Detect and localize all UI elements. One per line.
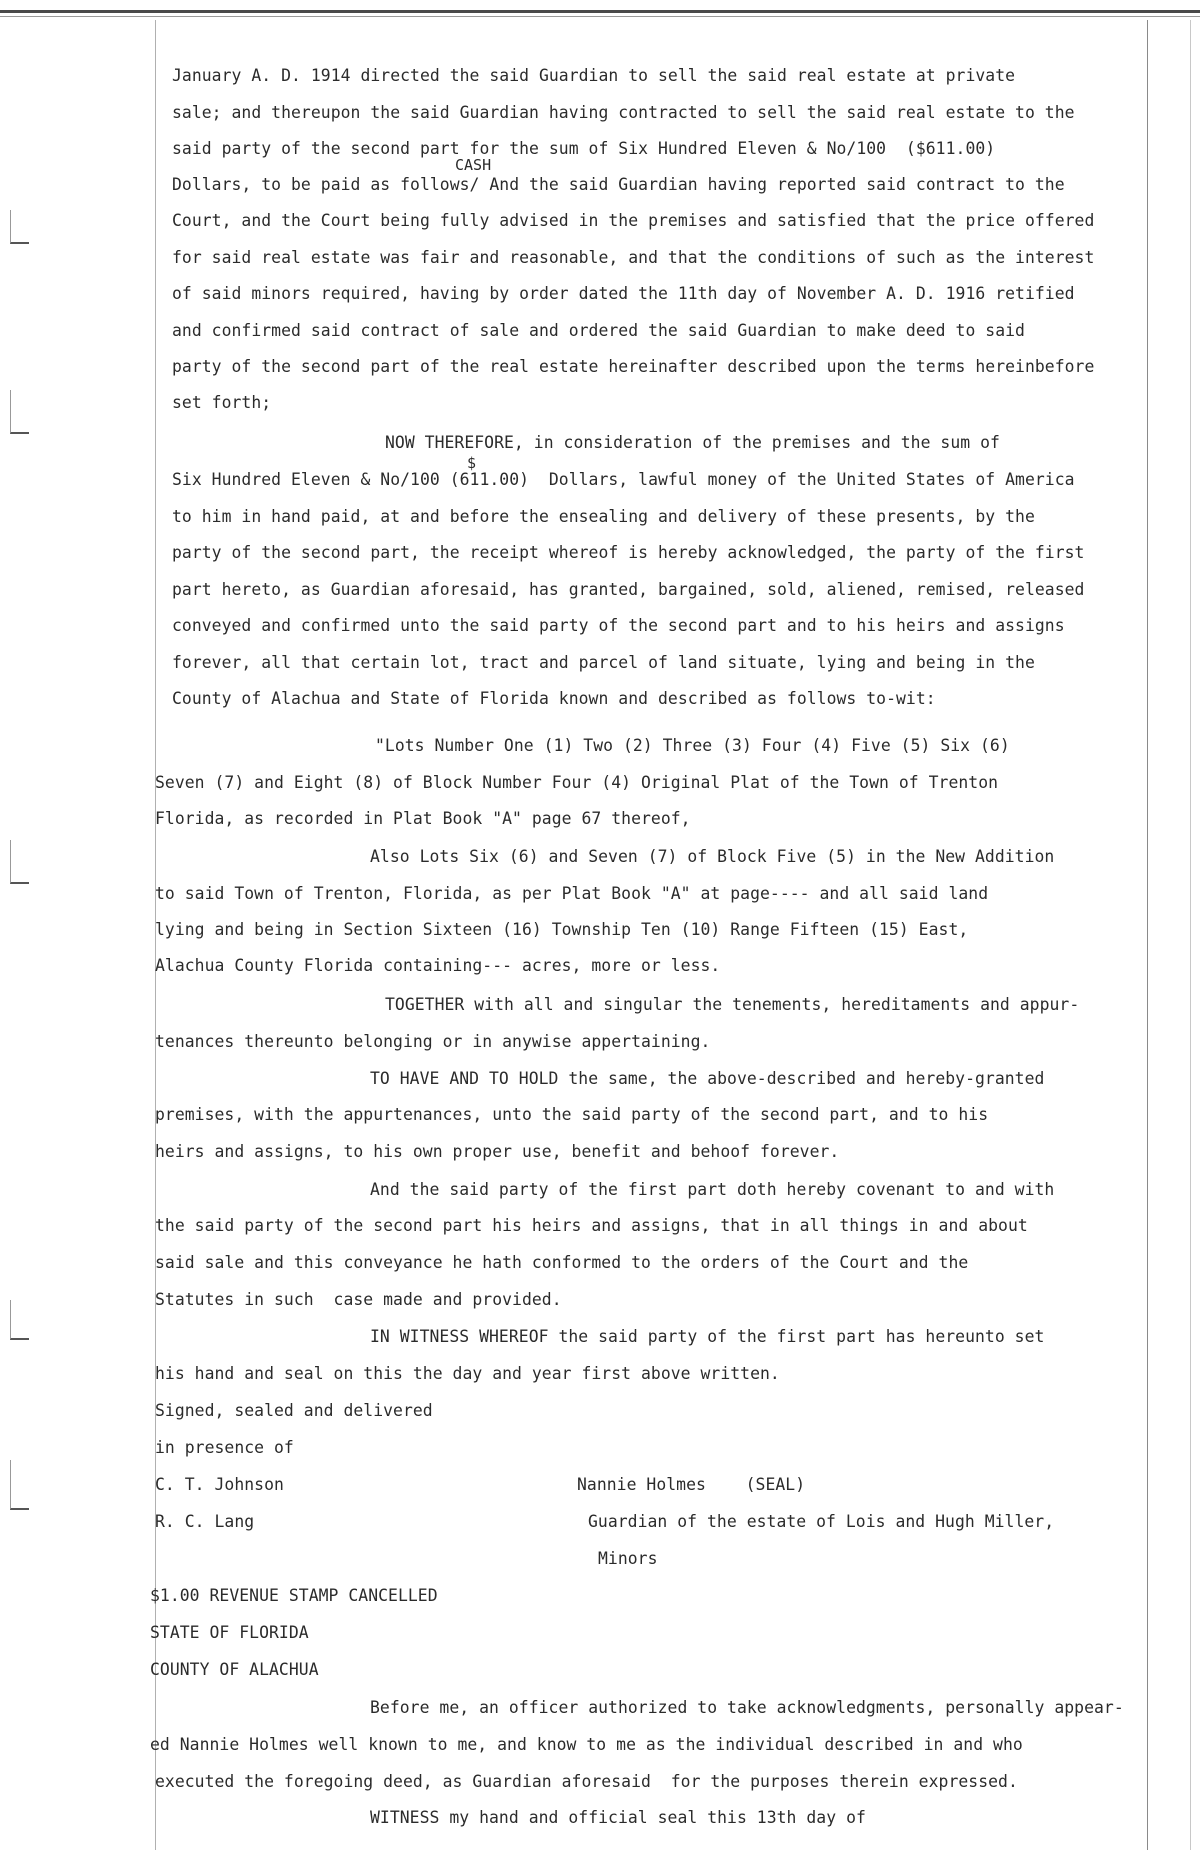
signatory-name: Nannie Holmes (SEAL) bbox=[577, 1475, 806, 1494]
text-line: Court, and the Court being fully advised in the premises and satisfied that the price offered bbox=[172, 211, 1095, 230]
top-rule bbox=[0, 10, 1200, 13]
text-line: for said real estate was fair and reasonable, and that the conditions of such as the interest bbox=[172, 248, 1095, 267]
signatory-title: Minors bbox=[598, 1549, 658, 1568]
text-line: part hereto, as Guardian aforesaid, has granted, bargained, sold, aliened, remised, released bbox=[172, 580, 1085, 599]
text-line: NOW THEREFORE, in consideration of the premises and the sum of bbox=[385, 433, 1000, 452]
cash-annotation: CASH bbox=[455, 156, 492, 174]
text-line: conveyed and confirmed unto the said party of the second part and to his heirs and assigns bbox=[172, 616, 1065, 635]
county-heading: COUNTY OF ALACHUA bbox=[150, 1660, 319, 1679]
text-line: Seven (7) and Eight (8) of Block Number Four (4) Original Plat of the Town of Trenton bbox=[155, 773, 999, 792]
text-line: executed the foregoing deed, as Guardian aforesaid for the purposes therein expressed. bbox=[155, 1772, 1018, 1791]
text-line: Alachua County Florida containing--- acres, more or less. bbox=[155, 956, 721, 975]
text-line: WITNESS my hand and official seal this 13th day of bbox=[370, 1808, 866, 1827]
binding-mark bbox=[10, 1300, 29, 1340]
text-line: ed Nannie Holmes well known to me, and know to me as the individual described in and who bbox=[150, 1735, 1023, 1754]
text-line: to him in hand paid, at and before the ensealing and delivery of these presents, by the bbox=[172, 507, 1035, 526]
text-line: said party of the second part for the sum of Six Hundred Eleven & No/100 ($611.00) bbox=[172, 139, 996, 158]
binding-mark bbox=[10, 390, 29, 434]
binding-mark bbox=[10, 1460, 29, 1510]
top-rule-thin bbox=[0, 16, 1200, 17]
text-line: party of the second part of the real estate hereinafter described upon the terms hereinbefore bbox=[172, 357, 1095, 376]
text-line: heirs and assigns, to his own proper use, benefit and behoof forever. bbox=[155, 1142, 840, 1161]
witness-name: R. C. Lang bbox=[155, 1512, 255, 1531]
text-line: Six Hundred Eleven & No/100 (611.00) Dollars, lawful money of the United States of America bbox=[172, 470, 1075, 489]
text-line: and confirmed said contract of sale and ordered the said Guardian to make deed to said bbox=[172, 321, 1025, 340]
text-line: forever, all that certain lot, tract and parcel of land situate, lying and being in the bbox=[172, 653, 1035, 672]
text-line: sale; and thereupon the said Guardian having contracted to sell the said real estate to the bbox=[172, 103, 1075, 122]
text-line: tenances thereunto belonging or in anywise appertaining. bbox=[155, 1032, 711, 1051]
text-line: Dollars, to be paid as follows/ And the said Guardian having reported said contract to the bbox=[172, 175, 1065, 194]
text-line: And the said party of the first part doth hereby covenant to and with bbox=[370, 1180, 1055, 1199]
text-line: of said minors required, having by order dated the 11th day of November A. D. 1916 retified bbox=[172, 284, 1075, 303]
dollar-annotation: $ bbox=[467, 454, 477, 472]
text-line: the said party of the second part his heirs and assigns, that in all things in and about bbox=[155, 1216, 1028, 1235]
text-line: set forth; bbox=[172, 393, 272, 412]
text-line: party of the second part, the receipt whereof is hereby acknowledged, the party of the first bbox=[172, 543, 1085, 562]
text-line: said sale and this conveyance he hath conformed to the orders of the Court and the bbox=[155, 1253, 969, 1272]
text-line: his hand and seal on this the day and year first above written. bbox=[155, 1364, 780, 1383]
text-line: Before me, an officer authorized to take acknowledgments, personally appear- bbox=[370, 1698, 1124, 1717]
text-line: TO HAVE AND TO HOLD the same, the above-described and hereby-granted bbox=[370, 1069, 1045, 1088]
state-heading: STATE OF FLORIDA bbox=[150, 1623, 309, 1642]
text-line: IN WITNESS WHEREOF the said party of the first part has hereunto set bbox=[370, 1327, 1045, 1346]
witness-name: C. T. Johnson bbox=[155, 1475, 284, 1494]
revenue-stamp-note: $1.00 REVENUE STAMP CANCELLED bbox=[150, 1586, 438, 1605]
text-line: in presence of bbox=[155, 1438, 294, 1457]
text-line: to said Town of Trenton, Florida, as per Plat Book "A" at page---- and all said land bbox=[155, 884, 989, 903]
page-edge-line bbox=[1190, 20, 1191, 1850]
text-line: Florida, as recorded in Plat Book "A" page 67 thereof, bbox=[155, 809, 691, 828]
text-line: "Lots Number One (1) Two (2) Three (3) Four (4) Five (5) Six (6) bbox=[375, 736, 1010, 755]
binding-mark bbox=[10, 840, 29, 884]
right-margin-line bbox=[1147, 20, 1148, 1850]
text-line: lying and being in Section Sixteen (16) Township Ten (10) Range Fifteen (15) East, bbox=[155, 920, 969, 939]
text-line: County of Alachua and State of Florida known and described as follows to-wit: bbox=[172, 689, 936, 708]
binding-mark bbox=[10, 210, 29, 244]
text-line: TOGETHER with all and singular the tenements, hereditaments and appur- bbox=[385, 995, 1080, 1014]
text-line: Signed, sealed and delivered bbox=[155, 1401, 433, 1420]
text-line: premises, with the appurtenances, unto the said party of the second part, and to his bbox=[155, 1105, 989, 1124]
text-line: January A. D. 1914 directed the said Guardian to sell the said real estate at private bbox=[172, 66, 1016, 85]
signatory-title: Guardian of the estate of Lois and Hugh Miller, bbox=[588, 1512, 1055, 1531]
text-line: Also Lots Six (6) and Seven (7) of Block Five (5) in the New Addition bbox=[370, 847, 1055, 866]
text-line: Statutes in such case made and provided. bbox=[155, 1290, 562, 1309]
